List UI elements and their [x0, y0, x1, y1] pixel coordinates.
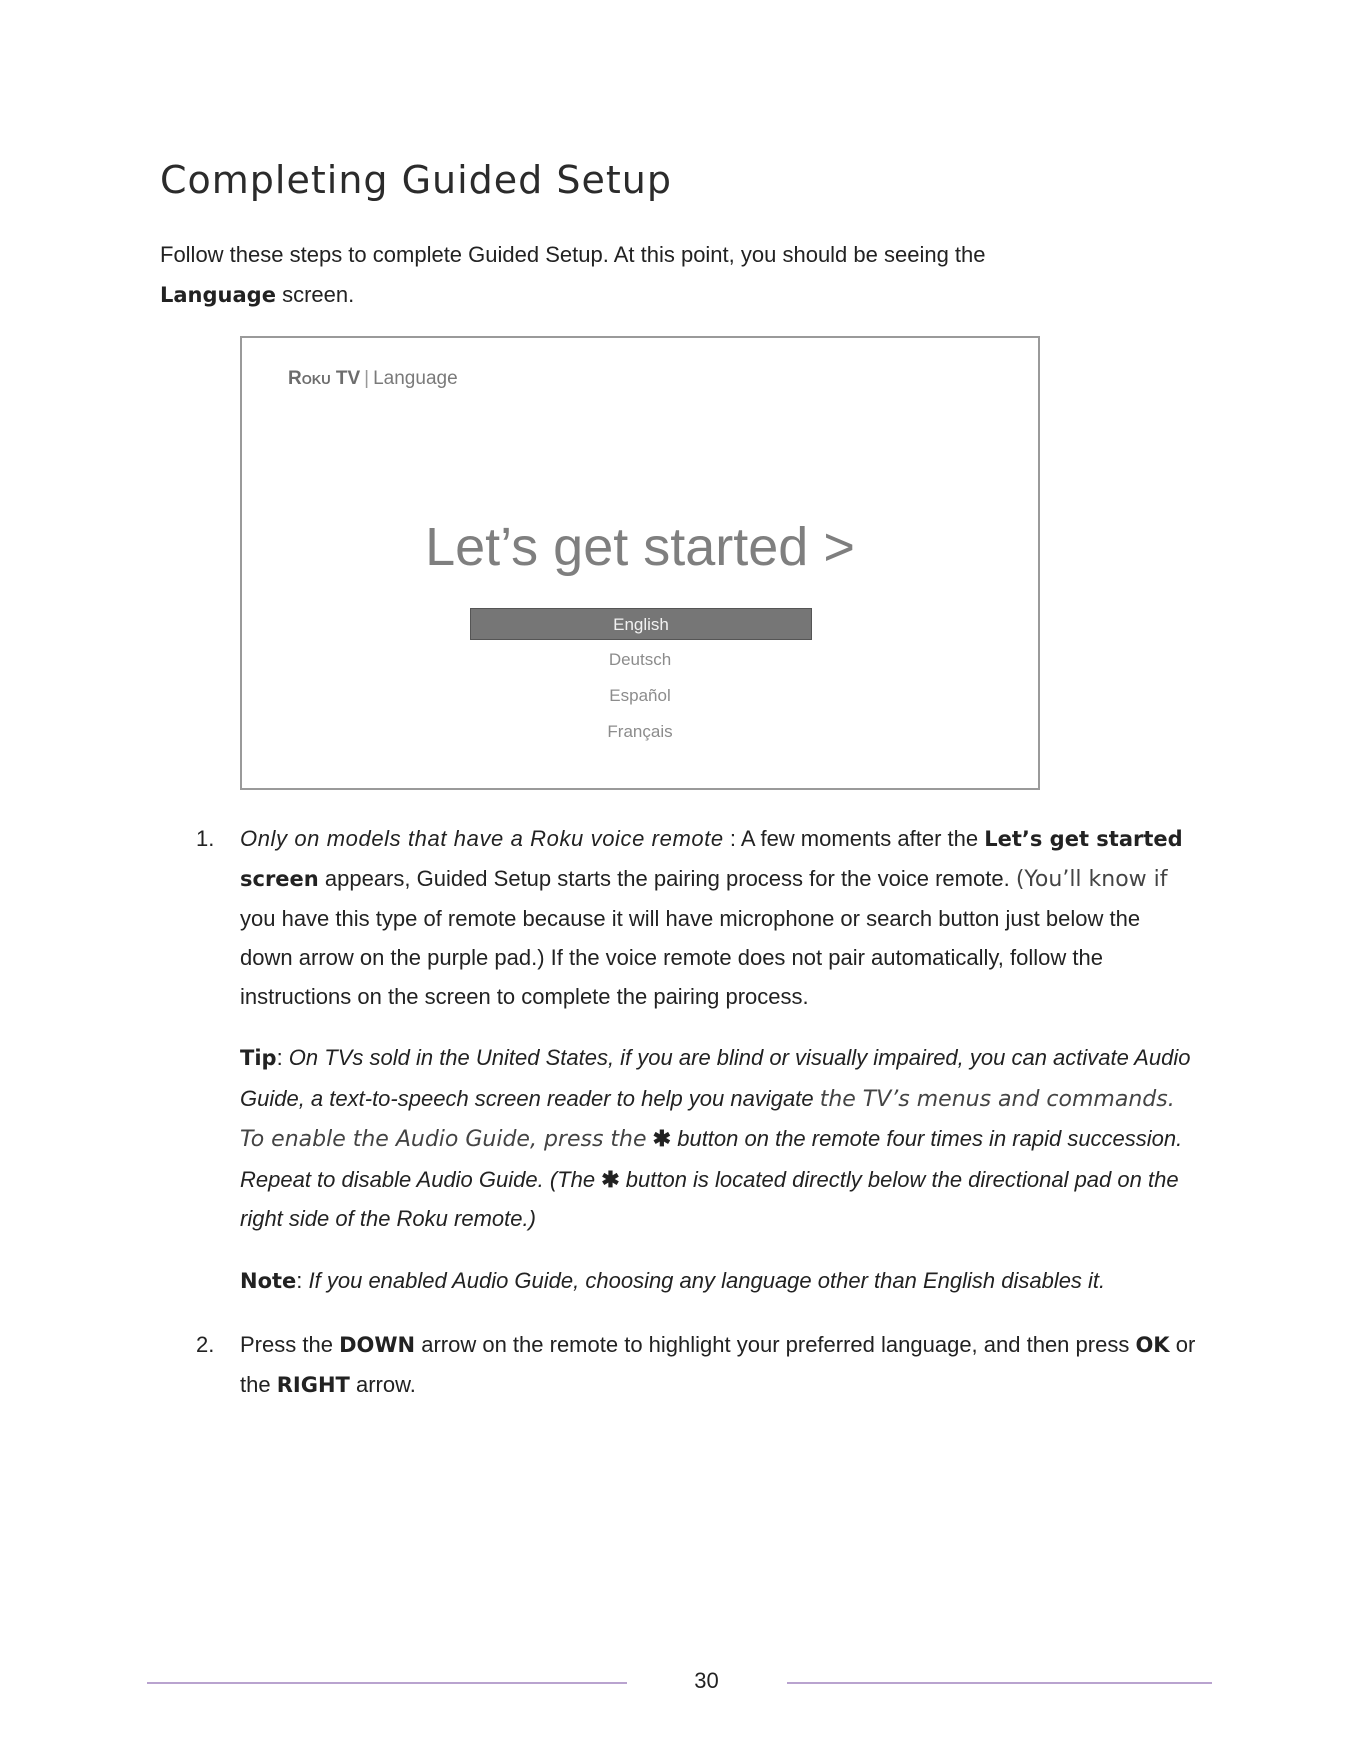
tip-text: the TV’s menus and commands. To enable the Audio Guide, press the: [240, 1086, 1175, 1152]
note-label: Note: [240, 1268, 297, 1293]
screen-header: [288, 368, 458, 390]
footer-rule-right: [787, 1682, 1212, 1684]
page-number: 30: [694, 1668, 719, 1693]
step-1-text: : A few moments after the: [729, 826, 979, 851]
step-number: 1.: [196, 826, 215, 851]
step-1-text: you have this type of remote because it will have microphone or search button just below the down arrow on the purple pad.) If the voice remote does not pair automatically, follow the instructions on the screen to complete the pairing process.: [240, 906, 1141, 1009]
note-text: If you enabled Audio Guide, choosing any language other than English disables it.: [308, 1267, 1106, 1293]
header-separator: |: [364, 368, 370, 389]
page-title: Completing Guided Setup: [160, 158, 672, 202]
language-option-espanol: Español: [609, 686, 671, 705]
step-2: [196, 1325, 1196, 1405]
language-screen-screenshot: [240, 336, 1040, 790]
roku-tv-logo: Roku TV: [288, 368, 361, 389]
step-2-text: Press the: [240, 1332, 333, 1357]
intro-paragraph: [160, 235, 1210, 315]
screen-name: Language: [373, 368, 458, 389]
tip-label: Tip: [240, 1046, 277, 1070]
lets-get-started-heading: Let’s get started >: [425, 517, 855, 577]
note-callout: Note: If you enabled Audio Guide, choosing any language other than English disables it.: [240, 1267, 1106, 1293]
language-screen-label: Language: [160, 283, 276, 307]
intro-text: Follow these steps to complete Guided Setup. At this point, you should be seeing the: [160, 242, 986, 267]
star-button-icon: ✱: [652, 1126, 672, 1151]
step-2-text: or the: [240, 1332, 1196, 1397]
language-option-francais: Français: [607, 722, 673, 741]
step-2-text: arrow.: [355, 1372, 416, 1397]
tip-callout: Tip: On TVs sold in the United States, if you are blind or visually impaired, you can activate Audio Guide, a text-to-speech screen reader to help you navigate the TV’s menus and commands. To enable the Audio Guide, press the ✱ button on the remote four times in rapid succession. Repeat to disable Audio Guide. (The ✱ button is located directly below the directional pad on the right side of the Roku remote.): [240, 1045, 1191, 1231]
intro-text-end: screen.: [282, 282, 355, 307]
tip-text: On TVs sold in the United States, if you are blind or visually impaired, you can activate Audio Guide, a text-to-speech screen reader to help you navigate: [240, 1045, 1191, 1111]
step-1-condition: Only on models that have a Roku voice remote: [240, 826, 724, 851]
down-key-label: DOWN: [339, 1333, 416, 1357]
steps-list: [196, 819, 1196, 1405]
step-1-text: appears, Guided Setup starts the pairing process for the voice remote.: [324, 866, 1010, 891]
step-2-text: arrow on the remote to highlight your preferred language, and then press: [421, 1332, 1130, 1357]
language-option-english: English: [470, 608, 812, 640]
step-1: [196, 819, 1196, 1016]
tip-text: button is located directly below the directional pad on the right side of the Roku remote.): [240, 1166, 1179, 1231]
tip-text: button on the remote four times in rapid succession. Repeat to disable Audio Guide. (The: [240, 1126, 1183, 1192]
right-key-label: RIGHT: [276, 1373, 350, 1397]
ok-key-label: OK: [1135, 1333, 1170, 1357]
step-number: 2.: [196, 1332, 215, 1357]
star-button-icon: ✱: [601, 1166, 620, 1192]
step-1-text: (You’ll know if: [1015, 867, 1168, 892]
lets-get-started-label: Let’s get started screen: [240, 827, 1183, 891]
language-option-deutsch: Deutsch: [608, 650, 672, 669]
